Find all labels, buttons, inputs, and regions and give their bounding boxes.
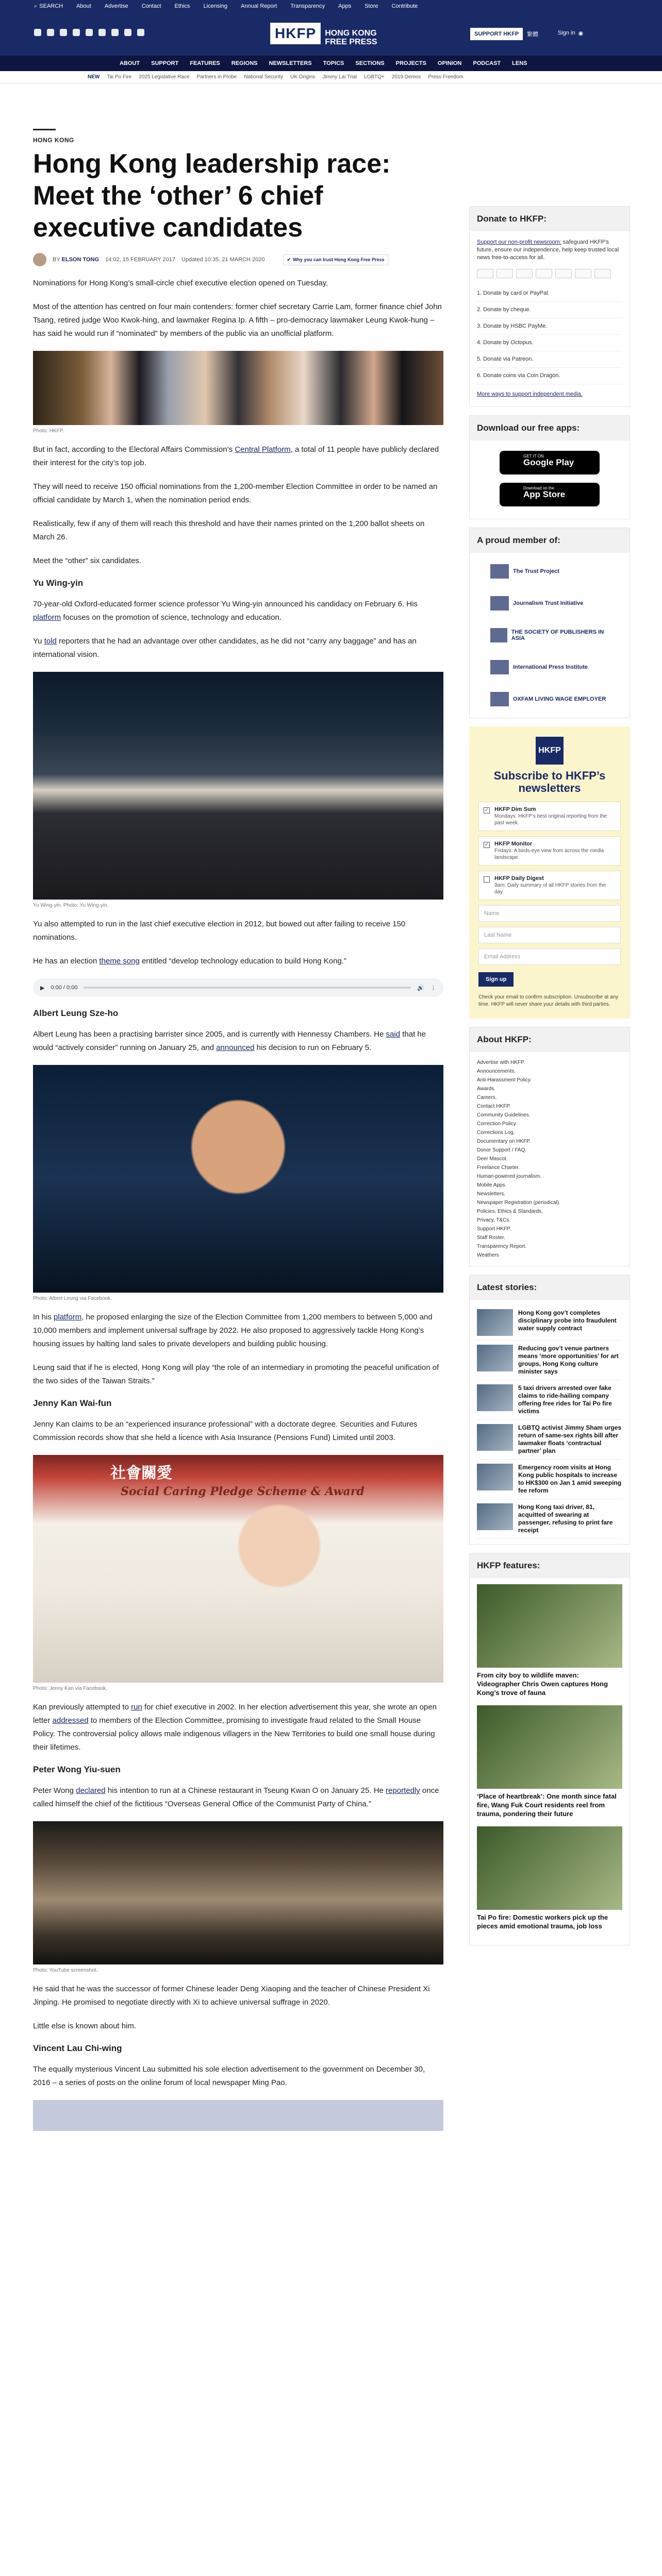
about-widget (469, 1027, 630, 1266)
amex-icon (516, 269, 533, 278)
author-link[interactable]: ELSON TONG (61, 257, 100, 263)
donate-option[interactable]: 1. Donate by card or PayPal. (477, 285, 622, 302)
about-link[interactable]: Newspaper Registration (periodical). (477, 1200, 560, 1206)
inline-link[interactable]: platform (33, 613, 61, 622)
paragraph: Most of the attention has centred on four main contenders: former chief secretary Carrie Lam, former finance chief John Tsang, retired judge Woo Kwok-hing, and lawmaker Regina Ip. A fifth – pro-democracy lawmaker Leung Kwok-hung – has said he would run if “nominated” by members of the public via an unofficial platform. (33, 302, 442, 338)
sign-in-link[interactable]: Sign in ◉ (558, 30, 584, 37)
inline-link[interactable]: theme song (99, 957, 140, 965)
feature-headline[interactable]: From city boy to wildlife maven: Videographer Chris Owen captures Hong Kong’s trove of fauna (477, 1671, 608, 1697)
about-link[interactable]: Support HKFP. (477, 1226, 511, 1232)
trending-item[interactable]: Partners in Probe (196, 74, 237, 80)
paragraph: Meet the “other” six candidates. (33, 556, 142, 565)
payme-icon (555, 269, 572, 278)
feature-story[interactable] (477, 1705, 622, 1818)
features-title: HKFP features: (470, 1553, 630, 1578)
divider (33, 129, 56, 130)
paragraph: But in fact, according to the Electoral Affairs Commission’s Central Platform, a total of 11 people have publicly declared their interest for the city’s top job. (33, 445, 439, 467)
topbar-ethics[interactable]: Ethics (174, 3, 190, 9)
paragraph: Kan previously attempted to run for chief executive in 2002. In her election advertisement this year, she wrote an open letter addressed to members of the Election Committee, promising to investigate fraud related to the Small House Policy. The controversial policy allows male indigenous villagers in the New Territories to build one small house during their lifetimes. (33, 1703, 437, 1752)
about-link[interactable]: Privacy, T&Cs. (477, 1217, 511, 1223)
about-link[interactable]: Careers. (477, 1095, 497, 1100)
checkbox[interactable]: ✓ (484, 842, 489, 848)
paragraph: 70-year-old Oxford-educated former science professor Yu Wing-yin announced his candidacy on February 6. His platform focuses on the promotion of science, technology and education. (33, 600, 418, 622)
audio-time: 0:00 / 0:00 (51, 985, 78, 991)
article-photo (33, 2100, 443, 2131)
newsletter-option[interactable]: HKFP Daily Digest 9am: Daily summary of all HKFP stories from the day. (478, 871, 621, 900)
first-name-input[interactable]: Name (478, 905, 621, 922)
article-category[interactable]: HONG KONG (33, 137, 74, 144)
sopa-logo-icon (490, 628, 507, 642)
latest-title: Latest stories: (470, 1275, 630, 1300)
sidebar (469, 206, 630, 1954)
site-logo[interactable]: HKFP HONG KONG FREE PRESS (270, 23, 377, 53)
brand-bar (0, 12, 662, 56)
instagram-icon[interactable] (60, 29, 67, 36)
donate-option[interactable]: 2. Donate by cheque. (477, 302, 622, 318)
facebook-icon[interactable] (47, 29, 54, 36)
photo-caption: Photo: Albert Leung via Facebook. (33, 1296, 112, 1301)
inline-link[interactable]: platform (54, 1313, 82, 1321)
latest-story[interactable] (477, 1341, 622, 1380)
threads-icon[interactable] (73, 29, 80, 36)
story-thumbnail (477, 1464, 513, 1490)
jti-logo-icon (490, 596, 509, 611)
about-link[interactable]: Awards. (477, 1086, 495, 1092)
topbar-annual-report[interactable]: Annual Report (241, 3, 277, 9)
member-logo[interactable]: THE SOCIETY OF PUBLISHERS IN ASIA (490, 625, 609, 646)
donate-option[interactable]: 6. Donate coins via Coin Dragon. (477, 368, 622, 384)
article-photo (33, 351, 443, 425)
byline: BY ELSON TONG 14:02, 15 FEBRUARY 2017 Updated 10:35, 21 MARCH 2020 ✔ Why you can trust Hong Kong Free Press (33, 253, 443, 266)
story-thumbnail (477, 1384, 513, 1411)
section-heading: Albert Leung Sze-ho (33, 1008, 119, 1018)
paragraph: The equally mysterious Vincent Lau submitted his sole election advertisement to the government on December 30, 2016 – a series of posts on the online forum of local newspaper Ming Pao. (33, 2065, 425, 2087)
feature-thumbnail (477, 1705, 622, 1789)
article-body (33, 277, 443, 2131)
publish-date: 14:02, 15 FEBRUARY 2017 (105, 257, 176, 263)
apps-widget (469, 415, 630, 519)
youtube-icon[interactable] (86, 29, 93, 36)
nav-about[interactable]: ABOUT (120, 60, 140, 66)
topbar-apps[interactable]: Apps (338, 3, 352, 9)
article-photo (33, 672, 443, 900)
about-link[interactable]: Donor Support / FAQ. (477, 1147, 527, 1153)
photo-caption: Photo: HKFP. (33, 428, 64, 434)
about-link[interactable]: Policies, Ethics & Standards. (477, 1209, 543, 1214)
about-link[interactable]: Staff Roster. (477, 1235, 505, 1241)
section-heading: Vincent Lau Chi-wing (33, 2043, 122, 2053)
paragraph: Little else is known about him. (33, 2022, 137, 2030)
patreon-icon (594, 269, 611, 278)
newsletter-logo: HKFP (536, 737, 564, 765)
photo-banner-subtext: Social Caring Pledge Scheme & Award (121, 1485, 365, 1498)
checkbox[interactable] (484, 876, 490, 883)
about-link[interactable]: Anti-Harassment Policy. (477, 1077, 532, 1083)
nav-support[interactable]: SUPPORT (151, 60, 179, 66)
trust-project-logo-icon (490, 564, 509, 579)
about-link[interactable]: Announcements. (477, 1069, 516, 1074)
paypal-icon (536, 269, 552, 278)
search-icon: ⌕ (34, 3, 38, 9)
about-link[interactable]: Mobile Apps. (477, 1182, 507, 1188)
last-name-input[interactable]: Last Name (478, 927, 621, 943)
trust-icon: ✔ (287, 257, 291, 262)
oxfam-logo-icon (490, 692, 509, 706)
feature-thumbnail (477, 1826, 622, 1910)
feature-thumbnail (477, 1584, 622, 1668)
about-link[interactable]: Community Guidelines. (477, 1112, 531, 1118)
nav-newsletters[interactable]: NEWSLETTERS (269, 60, 312, 66)
inline-link[interactable]: addressed (52, 1716, 89, 1725)
paragraph: He has an election theme song entitled “develop technology education to build Hong Kong.” (33, 957, 346, 965)
trending-item[interactable]: UK Origins (290, 74, 316, 80)
nav-projects[interactable]: PROJECTS (395, 60, 426, 66)
newsletter-option[interactable]: ✓ HKFP Dim Sum Mondays: HKFP’s best original reporting from the past week. (478, 802, 621, 831)
story-headline[interactable]: Hong Kong gov’t completes disciplinary probe into fraudulent water supply contract (518, 1309, 617, 1332)
checkbox[interactable]: ✓ (484, 807, 489, 813)
feature-story[interactable] (477, 1584, 622, 1697)
trending-nav (0, 71, 662, 83)
topbar-transparency[interactable]: Transparency (290, 3, 325, 9)
nav-topics[interactable]: TOPICS (323, 60, 344, 66)
telegram-icon[interactable] (124, 29, 131, 36)
story-headline[interactable]: 5 taxi drivers arrested over fake claims to ride-hailing company offering free rides for Tai Po fire victims (518, 1384, 612, 1415)
story-headline[interactable]: Emergency room visits at Hong Kong public hospitals to increase to HK$300 on Jan 1 amid sweeping fee reform (518, 1464, 622, 1494)
inline-link[interactable]: declared (76, 1786, 106, 1795)
member-logo[interactable]: The Trust Project (490, 561, 609, 582)
member-logo[interactable]: Journalism Trust Initiative (490, 593, 609, 614)
more-ways-link[interactable]: More ways to support independent media. (477, 391, 583, 397)
paragraph: Nominations for Hong Kong’s small-circle chief executive election opened on Tuesday. (33, 279, 328, 287)
twitter-icon[interactable] (34, 29, 41, 36)
play-icon[interactable]: ▶ (40, 985, 45, 991)
donate-option[interactable]: 5. Donate via Patreon. (477, 351, 622, 368)
paragraph: Yu also attempted to run in the last chief executive election in 2012, but bowed out after failing to receive 150 nominations. (33, 920, 406, 942)
story-headline[interactable]: Hong Kong taxi driver, 81, acquitted of swearing at passenger, refusing to print fare receipt (518, 1503, 613, 1534)
photo-caption: Yu Wing-yin. Photo: Yu Wing-yin. (33, 903, 109, 908)
inline-link[interactable]: said (386, 1030, 401, 1039)
newsletter-title: Subscribe to HKFP’s newsletters (493, 769, 606, 794)
latest-story[interactable] (477, 1420, 622, 1460)
topbar-contact[interactable]: Contact (141, 3, 161, 9)
section-heading: Jenny Kan Wai-fun (33, 1398, 112, 1408)
trending-item[interactable]: 2025 Legislative Race (139, 74, 190, 80)
paragraph: Jenny Kan claims to be an “experienced insurance professional” with a doctorate degree. Securities and Futures Commission records show that she held a licence with Asia Insurance (Pensions Fund) Limited until 2003. (33, 1420, 418, 1442)
topbar-advertise[interactable]: Advertise (104, 3, 128, 9)
trending-item[interactable]: LGBTQ+ (364, 74, 385, 80)
topbar-contribute[interactable]: Contribute (391, 3, 418, 9)
newsletter-option[interactable]: ✓ HKFP Monitor Fridays: A birds-eye view from across the media landscape. (478, 836, 621, 866)
trending-label: NEW (88, 74, 100, 80)
member-logo[interactable]: OXFAM LIVING WAGE EMPLOYER (490, 689, 609, 709)
email-icon[interactable] (98, 29, 106, 36)
user-icon: ◉ (578, 30, 584, 37)
about-link[interactable]: Contact HKFP. (477, 1104, 511, 1109)
visa-icon (496, 269, 513, 278)
top-utility-bar (0, 0, 662, 12)
members-title: A proud member of: (470, 528, 630, 553)
trending-item[interactable]: Tai Po Fire (107, 74, 132, 80)
about-link[interactable]: Freelance Charter. (477, 1165, 520, 1171)
inline-link[interactable]: Central Platform (235, 445, 291, 454)
about-link[interactable]: Transparency Report. (477, 1244, 527, 1249)
trending-item[interactable]: Jimmy Lai Trial (322, 74, 357, 80)
nav-features[interactable]: FEATURES (190, 60, 220, 66)
paragraph: In his platform, he proposed enlarging the size of the Election Committee from 1,200 members to between 5,000 and 10,000 members and implement universal suffrage by 2022. He also proposed to aggressively tackle Hong Kong’s housing issues by halting land sales to private developers and building public housing. (33, 1313, 433, 1348)
paragraph: Peter Wong declared his intention to run at a Chinese restaurant in Tseung Kwan O on January 25. He reportedly once called himself the chief of the fictitious “Overseas General Office of the Communist Party of China.” (33, 1786, 439, 1808)
newsletter-disclaimer: Check your email to confirm subscription. Unsubscribe at any time. HKFP will never share your details with third parties. (478, 994, 619, 1007)
about-link[interactable]: Corrections Log. (477, 1130, 515, 1136)
story-headline[interactable]: LGBTQ activist Jimmy Sham urges return of same-sex rights bill after lawmaker floats ‘contractual partner’ plan (518, 1424, 622, 1454)
mastercard-icon (477, 269, 493, 278)
latest-widget (469, 1275, 630, 1545)
topbar-store[interactable]: Store (365, 3, 378, 9)
trending-item[interactable]: 2019 Demos (391, 74, 421, 80)
latest-story[interactable] (477, 1305, 622, 1341)
nav-regions[interactable]: REGIONS (231, 60, 258, 66)
donate-title: Donate to HKFP: (470, 207, 630, 231)
trust-badge[interactable]: ✔ Why you can trust Hong Kong Free Press (283, 255, 388, 265)
author-avatar (33, 253, 46, 266)
email-input[interactable]: Email Address (478, 948, 621, 965)
inline-link[interactable]: told (44, 637, 57, 646)
donate-option[interactable]: 3. Donate by HSBC PayMe. (477, 318, 622, 335)
octopus-icon (575, 269, 591, 278)
more-options-icon[interactable]: ⋮ (431, 985, 436, 991)
audio-player[interactable] (33, 978, 443, 997)
article (33, 129, 443, 2134)
linkedin-icon[interactable] (111, 29, 119, 36)
about-link[interactable]: Advertise with HKFP. (477, 1060, 525, 1065)
ipi-logo-icon (490, 660, 509, 674)
about-link[interactable]: Weathers (477, 1252, 499, 1258)
donate-option[interactable]: 4. Donate by Octopus. (477, 335, 622, 351)
search-link[interactable]: ⌕ SEARCH (34, 3, 63, 9)
paragraph: Yu told reporters that he had an advantage over other candidates, as he did not “carry any baggage” and has an international vision. (33, 637, 417, 659)
article-title: Hong Kong leadership race: Meet the ‘other’ 6 chief executive candidates (33, 149, 391, 243)
article-photo (33, 1821, 443, 1964)
about-title: About HKFP: (470, 1027, 630, 1052)
topbar-about[interactable]: About (76, 3, 91, 9)
article-photo (33, 1455, 443, 1683)
sign-up-button[interactable]: Sign up (478, 972, 514, 987)
feature-story[interactable] (477, 1826, 622, 1930)
inline-link[interactable]: announced (216, 1043, 255, 1052)
nav-sections[interactable]: SECTIONS (355, 60, 385, 66)
donate-widget: Donate to HKFP: Support our non-profit newsroom: safeguard HKFP’s future, ensure our independence, help keep trusted local news free-to-access for all. 1. Donate by card or PayPal. 2. Donate by cheque. 3. Donate by HSBC PayMe. 4. Donate by Octopus. 5. Donate via Patreon. 6. Donate coins via Coin Dragon. More ways to support independent media. (469, 206, 630, 407)
paragraph: He said that he was the successor of former Chinese leader Deng Xiaoping and the teacher of Chinese President Xi Jinping. He promised to negotiate directly with Xi to achieve universal suffrage in 2020. (33, 1985, 430, 2007)
photo-banner-text: 社會關愛 (110, 1464, 172, 1482)
apps-title: Download our free apps: (470, 416, 630, 440)
about-link[interactable]: Correction Policy. (477, 1121, 517, 1127)
paragraph: Realistically, few if any of them will reach this threshold and have their names printed on the 1,200 ballot sheets on March 26. (33, 519, 425, 541)
about-link[interactable]: Deer Mascot. (477, 1156, 508, 1162)
paragraph: Albert Leung has been a practising barrister since 2005, and is currently with Hennessy Chambers. He said that he would “actively consider” running on January 25, and announced his decision to run on February 5. (33, 1030, 426, 1052)
article-photo (33, 1065, 443, 1293)
features-widget (469, 1553, 630, 1945)
photo-caption: Photo: Jenny Kan via Facebook. (33, 1686, 107, 1691)
main-nav (0, 56, 662, 71)
latest-story[interactable] (477, 1499, 622, 1539)
google-play-button[interactable]: GET IT ON Google Play (500, 451, 600, 474)
inline-link[interactable]: run (131, 1703, 142, 1711)
volume-icon[interactable]: 🔊 (417, 985, 424, 991)
latest-story[interactable] (477, 1460, 622, 1499)
about-link[interactable]: Newsletters. (477, 1191, 506, 1197)
paragraph: Leung said that if he is elected, Hong Kong will play “the role of an intermediary in promoting the peaceful unification of the two sides of the Taiwan Straits.” (33, 1363, 439, 1385)
language-switch[interactable]: 繁體 (527, 31, 538, 38)
inline-link[interactable]: reportedly (386, 1786, 420, 1795)
paragraph: They will need to receive 150 official nominations from the 1,200-member Election Committee in order to be named an official candidate by March 1, when the nomination period ends. (33, 482, 438, 504)
story-thumbnail (477, 1345, 513, 1371)
story-thumbnail (477, 1309, 513, 1336)
about-link[interactable]: Human-powered journalism. (477, 1174, 542, 1179)
rss-icon[interactable] (137, 29, 144, 36)
member-logo[interactable]: International Press Institute (490, 657, 609, 677)
donate-link[interactable]: Support our non-profit newsroom: (477, 239, 561, 245)
topbar-licensing[interactable]: Licensing (203, 3, 227, 9)
trending-item[interactable]: National Security (244, 74, 283, 80)
about-link[interactable]: Documentary on HKFP. (477, 1139, 531, 1144)
app-store-button[interactable]: Download on the App Store (500, 483, 600, 506)
feature-headline[interactable]: Tai Po fire: Domestic workers pick up the pieces amid emotional trauma, job loss (477, 1913, 608, 1930)
audio-progress[interactable] (84, 987, 411, 989)
section-heading: Yu Wing-yin (33, 578, 84, 588)
nav-opinion[interactable]: OPINION (437, 60, 462, 66)
latest-story[interactable] (477, 1380, 622, 1420)
story-headline[interactable]: Reducing gov’t venue partners means ‘more opportunities’ for art groups, Hong Kong culture minister says (518, 1345, 619, 1375)
support-hkfp-button[interactable]: SUPPORT HKFP (470, 28, 523, 40)
feature-headline[interactable]: ‘Place of heartbreak’: One month since fatal fire, Wang Fuk Court residents reel from trauma, pondering their future (477, 1792, 617, 1818)
photo-caption: Photo: YouTube screenshot. (33, 1968, 98, 1973)
nav-podcast[interactable]: PODCAST (473, 60, 501, 66)
nav-lens[interactable]: LENS (512, 60, 527, 66)
story-thumbnail (477, 1424, 513, 1451)
story-thumbnail (477, 1503, 513, 1530)
payment-methods (477, 269, 622, 278)
updated-date: Updated 10:35, 21 MARCH 2020 (181, 257, 265, 263)
newsletter-widget (469, 726, 630, 1019)
section-heading: Peter Wong Yiu-suen (33, 1765, 121, 1774)
members-widget (469, 528, 630, 718)
trending-item[interactable]: Press Freedom (428, 74, 464, 80)
social-links (34, 29, 144, 36)
